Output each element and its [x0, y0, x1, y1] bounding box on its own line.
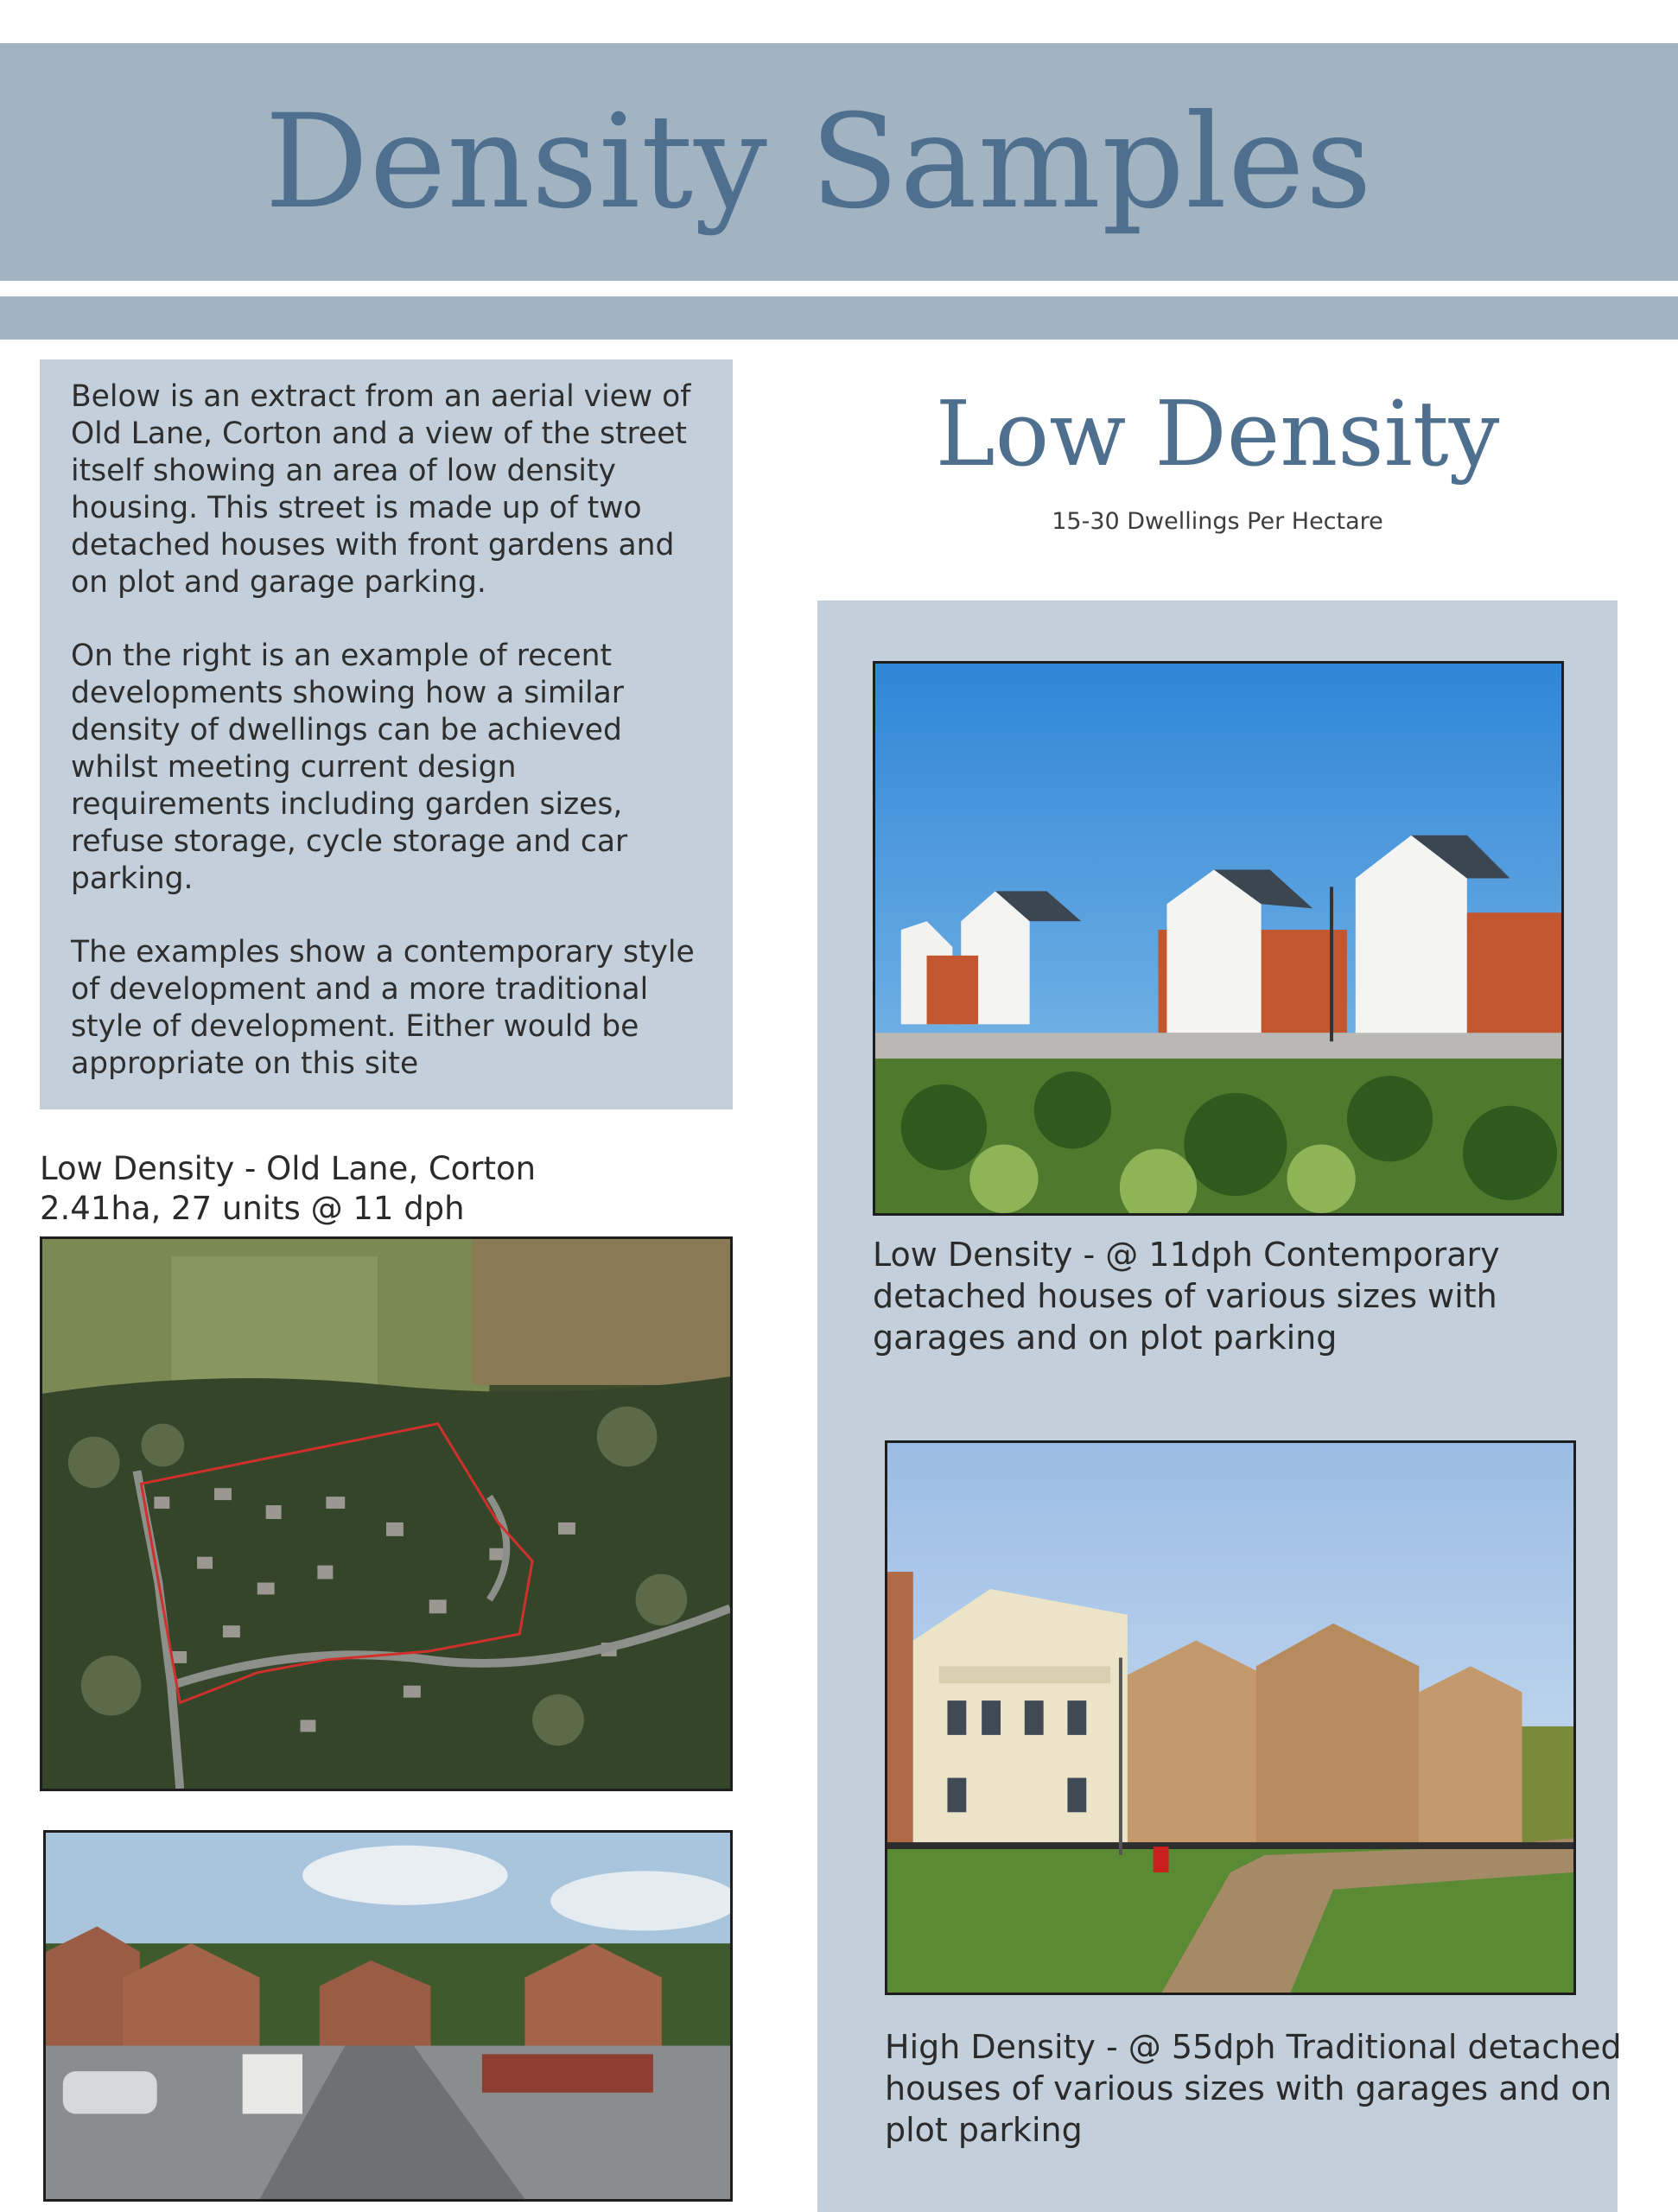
aerial-view-image — [42, 1239, 730, 1789]
low-density-title: Low Density — [935, 381, 1500, 486]
old-lane-caption-stats: 2.41ha, 27 units @ 11 dph — [40, 1190, 465, 1227]
contemporary-houses-image — [875, 664, 1561, 1213]
intro-box — [40, 359, 733, 1109]
traditional-caption: High Density - @ 55dph Traditional detached houses of various sizes with garages and on plot parking — [885, 2028, 1622, 2149]
old-lane-caption-title: Low Density - Old Lane, Corton — [40, 1150, 537, 1187]
header-stripe — [0, 296, 1678, 340]
street-view-photo — [43, 1830, 733, 2202]
old-lane-caption — [40, 1149, 733, 1229]
intro-paragraph-2: On the right is an example of recent developments showing how a similar density of dwellings can be achieved whilst meeting current design requirements including garden sizes, refuse storage, cycle storage and car parking. — [71, 639, 628, 896]
intro-paragraph-3: The examples show a contemporary style of development and a more traditional style of development. Either would be appropriate on this site — [71, 935, 695, 1081]
page-title: Density Samples — [264, 86, 1373, 238]
low-density-subtitle: 15-30 Dwellings Per Hectare — [1052, 508, 1383, 535]
street-view-image — [46, 1833, 730, 2199]
intro-paragraph-1: Below is an extract from an aerial view of Old Lane, Corton and a view of the street itself showing an area of low density housing. This street is made up of two detached houses with front gardens and on plot and garage parking. — [71, 379, 691, 600]
contemporary-houses-photo — [873, 661, 1564, 1216]
aerial-view-photo — [40, 1236, 733, 1791]
contemporary-caption: Low Density - @ 11dph Contemporary detached houses of various sizes with garages and on plot parking — [873, 1236, 1500, 1357]
traditional-houses-photo — [885, 1440, 1576, 1995]
traditional-houses-image — [887, 1443, 1573, 1993]
